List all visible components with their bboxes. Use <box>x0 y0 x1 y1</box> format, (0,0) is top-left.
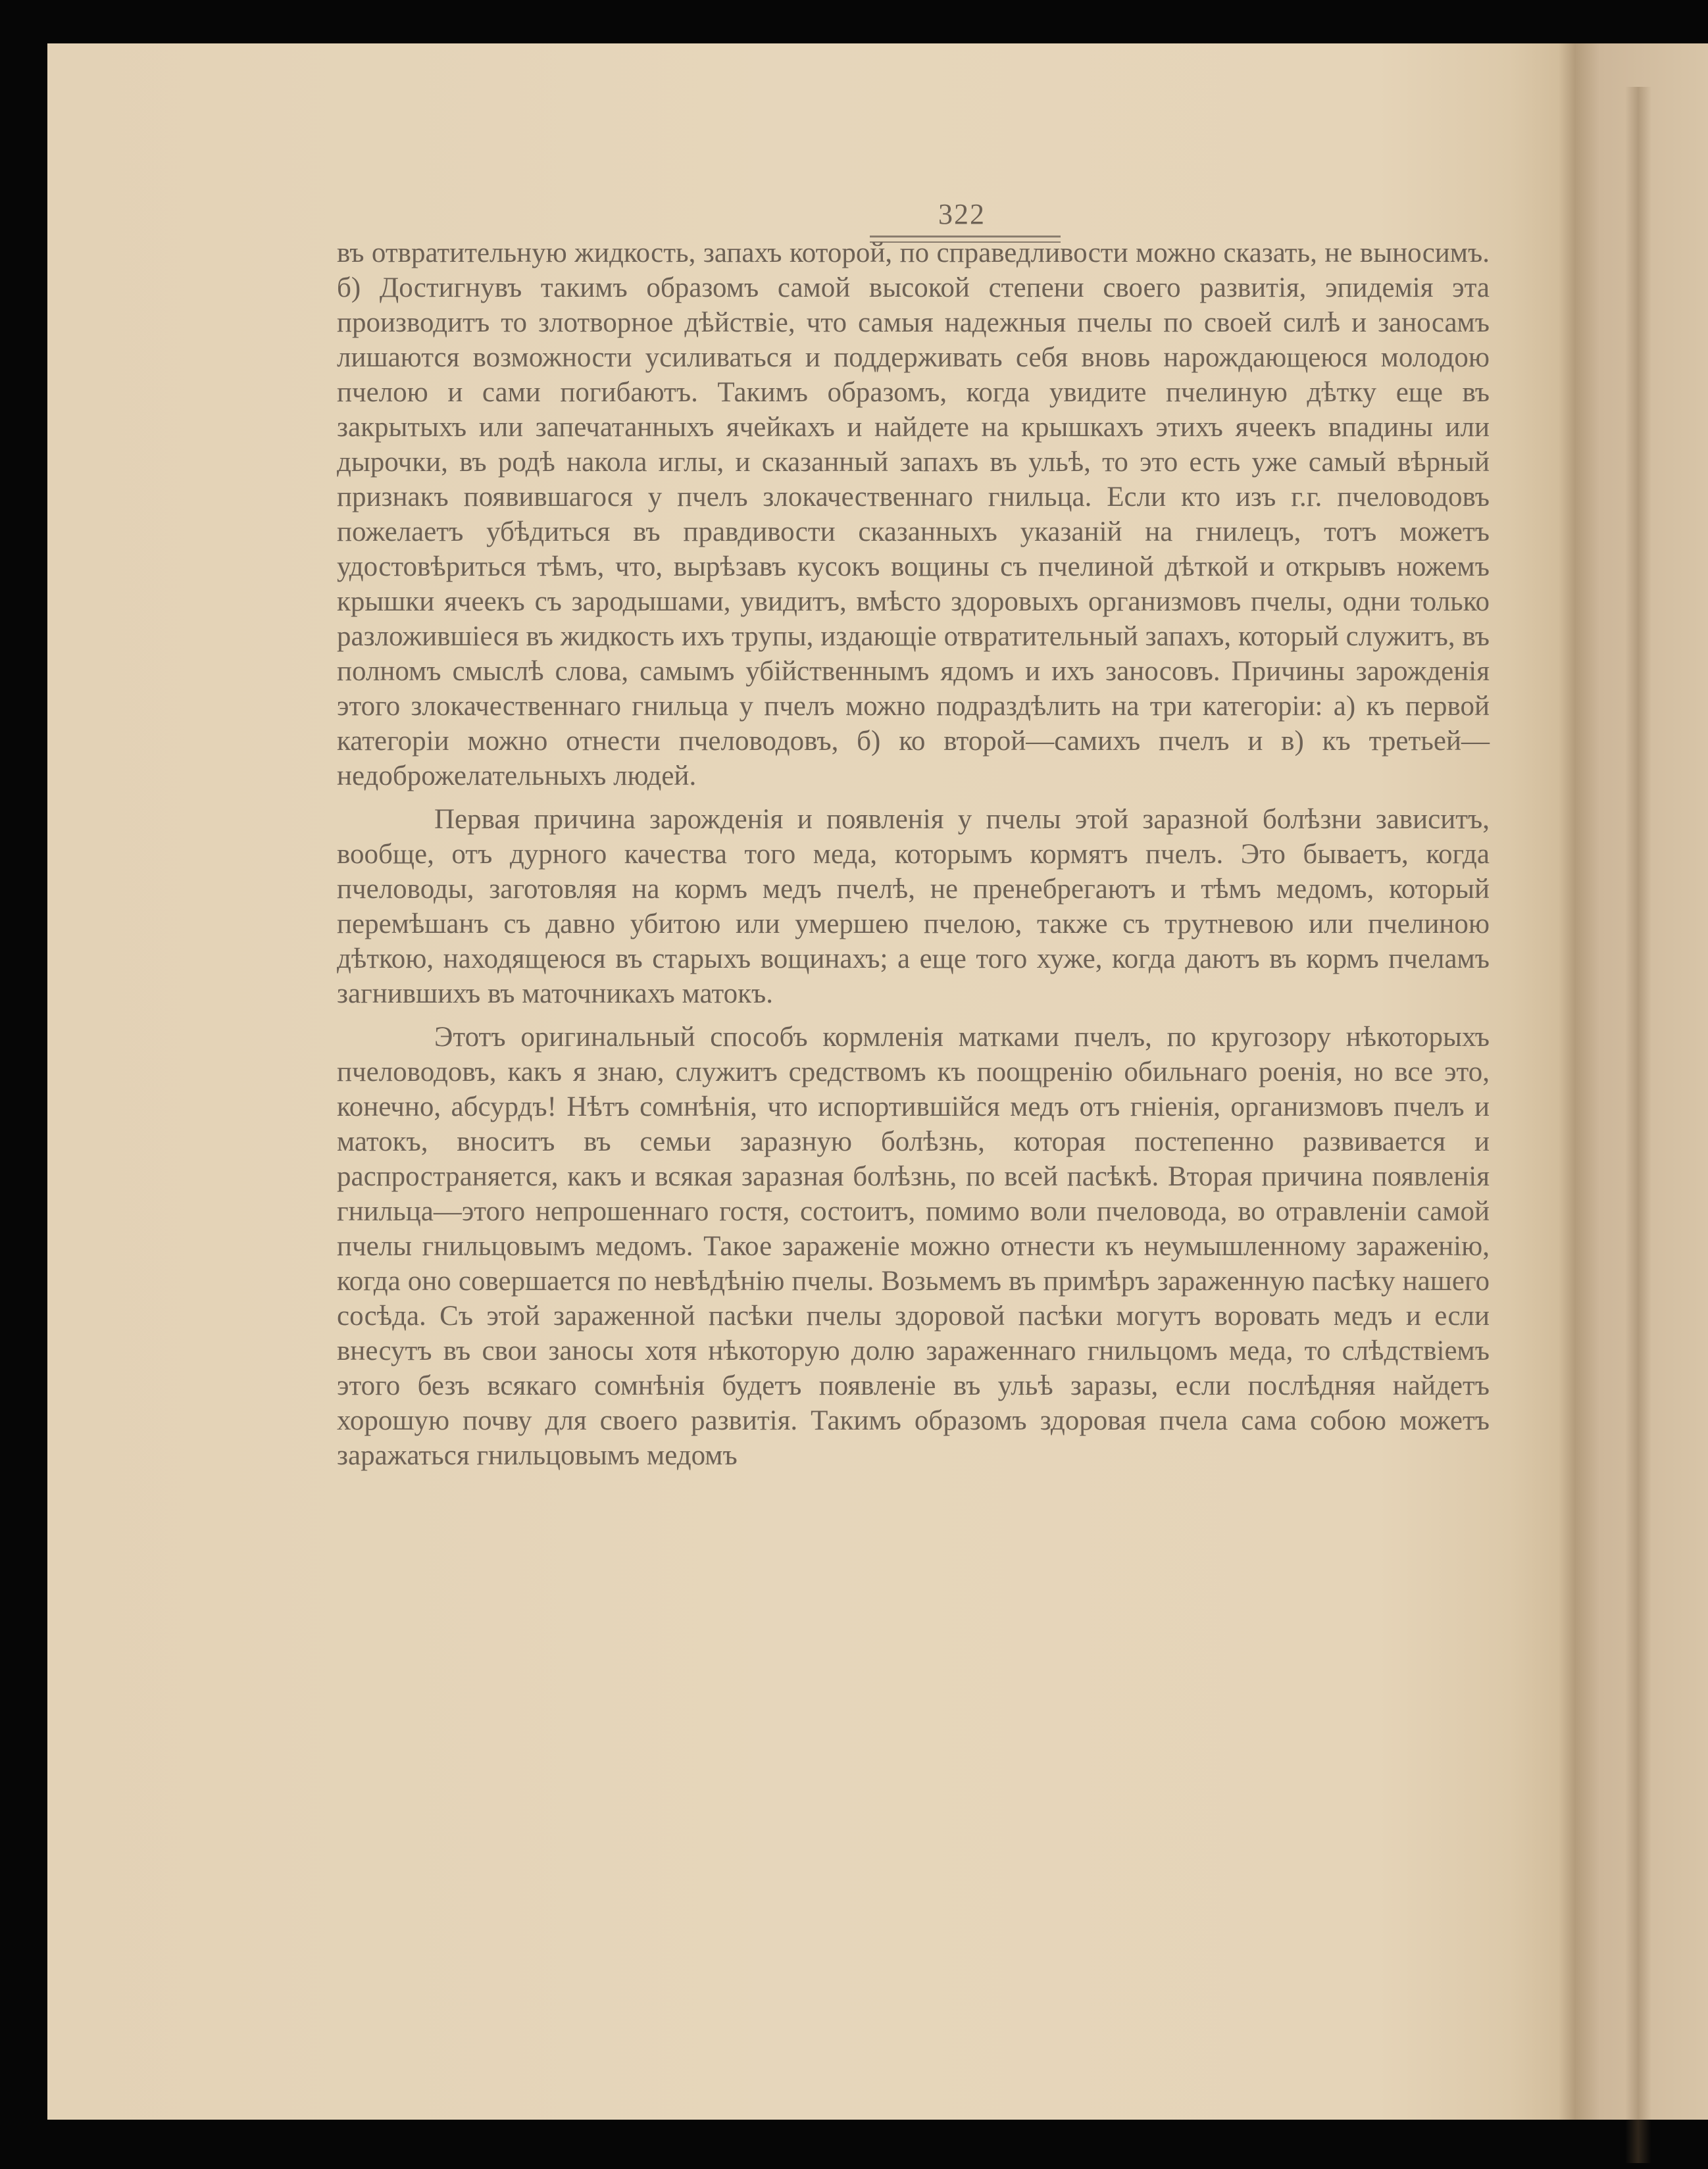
body-text <box>337 236 1490 1473</box>
page-number: 322 <box>938 198 986 230</box>
paragraph-1: въ отвратительную жидкость, запахъ которой, по справедливости можно сказать, не выносимъ. б) Достигнувъ такимъ образомъ самой высокой степени своего развитія, эпидемія эта производитъ то злотворное дѣйствіе, что самыя надежныя пчелы по своей силѣ и заносамъ лишаются возможности усиливаться и поддерживать себя вновь нарождающеюся молодою пчелою и сами погибаютъ. Такимъ образомъ, когда увидите пчелиную дѣтку еще въ закрытыхъ или запечатанныхъ ячейкахъ и найдете на крышкахъ этихъ ячеекъ впадины или дырочки, въ родѣ накола иглы, и сказанный запахъ въ ульѣ, то это есть уже самый вѣрный признакъ появившагося у пчелъ злокачественнаго гнильца. Если кто изъ г.г. пчеловодовъ пожелаетъ убѣдиться въ правдивости сказанныхъ указаній на гнилецъ, тотъ можетъ удостовѣриться тѣмъ, что, вырѣзавъ кусокъ вощины съ пчелиной дѣткой и открывъ ножемъ крышки ячеекъ съ зародышами, увидитъ, вмѣсто здоровыхъ организмовъ пчелы, одни только разложившіеся въ жидкость ихъ трупы, издающіе отвратительный запахъ, который служитъ, въ полномъ смыслѣ слова, самымъ убійственнымъ ядомъ и ихъ заносовъ. Причины зарожденія этого злокачественнаго гнильца у пчелъ можно подраздѣлить на три категоріи: а) къ первой категоріи можно отнести пчеловодовъ, б) ко второй—самихъ пчелъ и в) къ третьей—недоброжелательныхъ людей. <box>337 237 1490 791</box>
paragraph-3: Этотъ оригинальный способъ кормленія матками пчелъ, по кругозору нѣкоторыхъ пчеловодовъ, какъ я знаю, служитъ средствомъ къ поощренію обильнаго роенія, но все это, конечно, абсурдъ! Нѣтъ сомнѣнія, что испортившійся медъ отъ гніенія, организмовъ пчелъ и матокъ, вноситъ въ семьи заразную болѣзнь, которая постепенно развивается и распространяется, какъ и всякая заразная болѣзнь, по всей пасѣкѣ. Вторая причина появленія гнильца—этого непрошеннаго гостя, состоитъ, помимо воли пчеловода, во отравленіи самой пчелы гнильцовымъ медомъ. Такое зараженіе можно отнести къ неумышленному зараженію, когда оно совершается по невѣдѣнію пчелы. Возьмемъ въ примѣръ зараженную пасѣку нашего сосѣда. Съ этой зараженной пасѣки пчелы здоровой пасѣки могутъ воровать медъ и если внесутъ въ свои заносы хотя нѣкоторую долю зараженнаго гнильцомъ меда, то слѣдствіемъ этого безъ всякаго сомнѣнія будетъ появленіе въ ульѣ заразы, если послѣдняя найдетъ хорошую почву для своего развитія. Такимъ образомъ здоровая пчела сама собою можетъ заражаться гнильцовымъ медомъ <box>337 1022 1490 1471</box>
page-fold-shadow <box>1625 87 1651 2163</box>
paragraph-2: Первая причина зарожденія и появленія у пчелы этой заразной болѣзни зависитъ, вообще, отъ дурного качества того меда, которымъ кормятъ пчелъ. Это бываетъ, когда пчеловоды, заготовляя на кормъ медъ пчелѣ, не пренебрегаютъ и тѣмъ медомъ, который перемѣшанъ съ давно убитою или умершею пчелою, также съ трутневою или пчелиною дѣткою, находящеюся въ старыхъ вощинахъ; а еще того хуже, когда даютъ въ кормъ пчеламъ загнившихъ въ маточникахъ матокъ. <box>337 804 1490 1009</box>
